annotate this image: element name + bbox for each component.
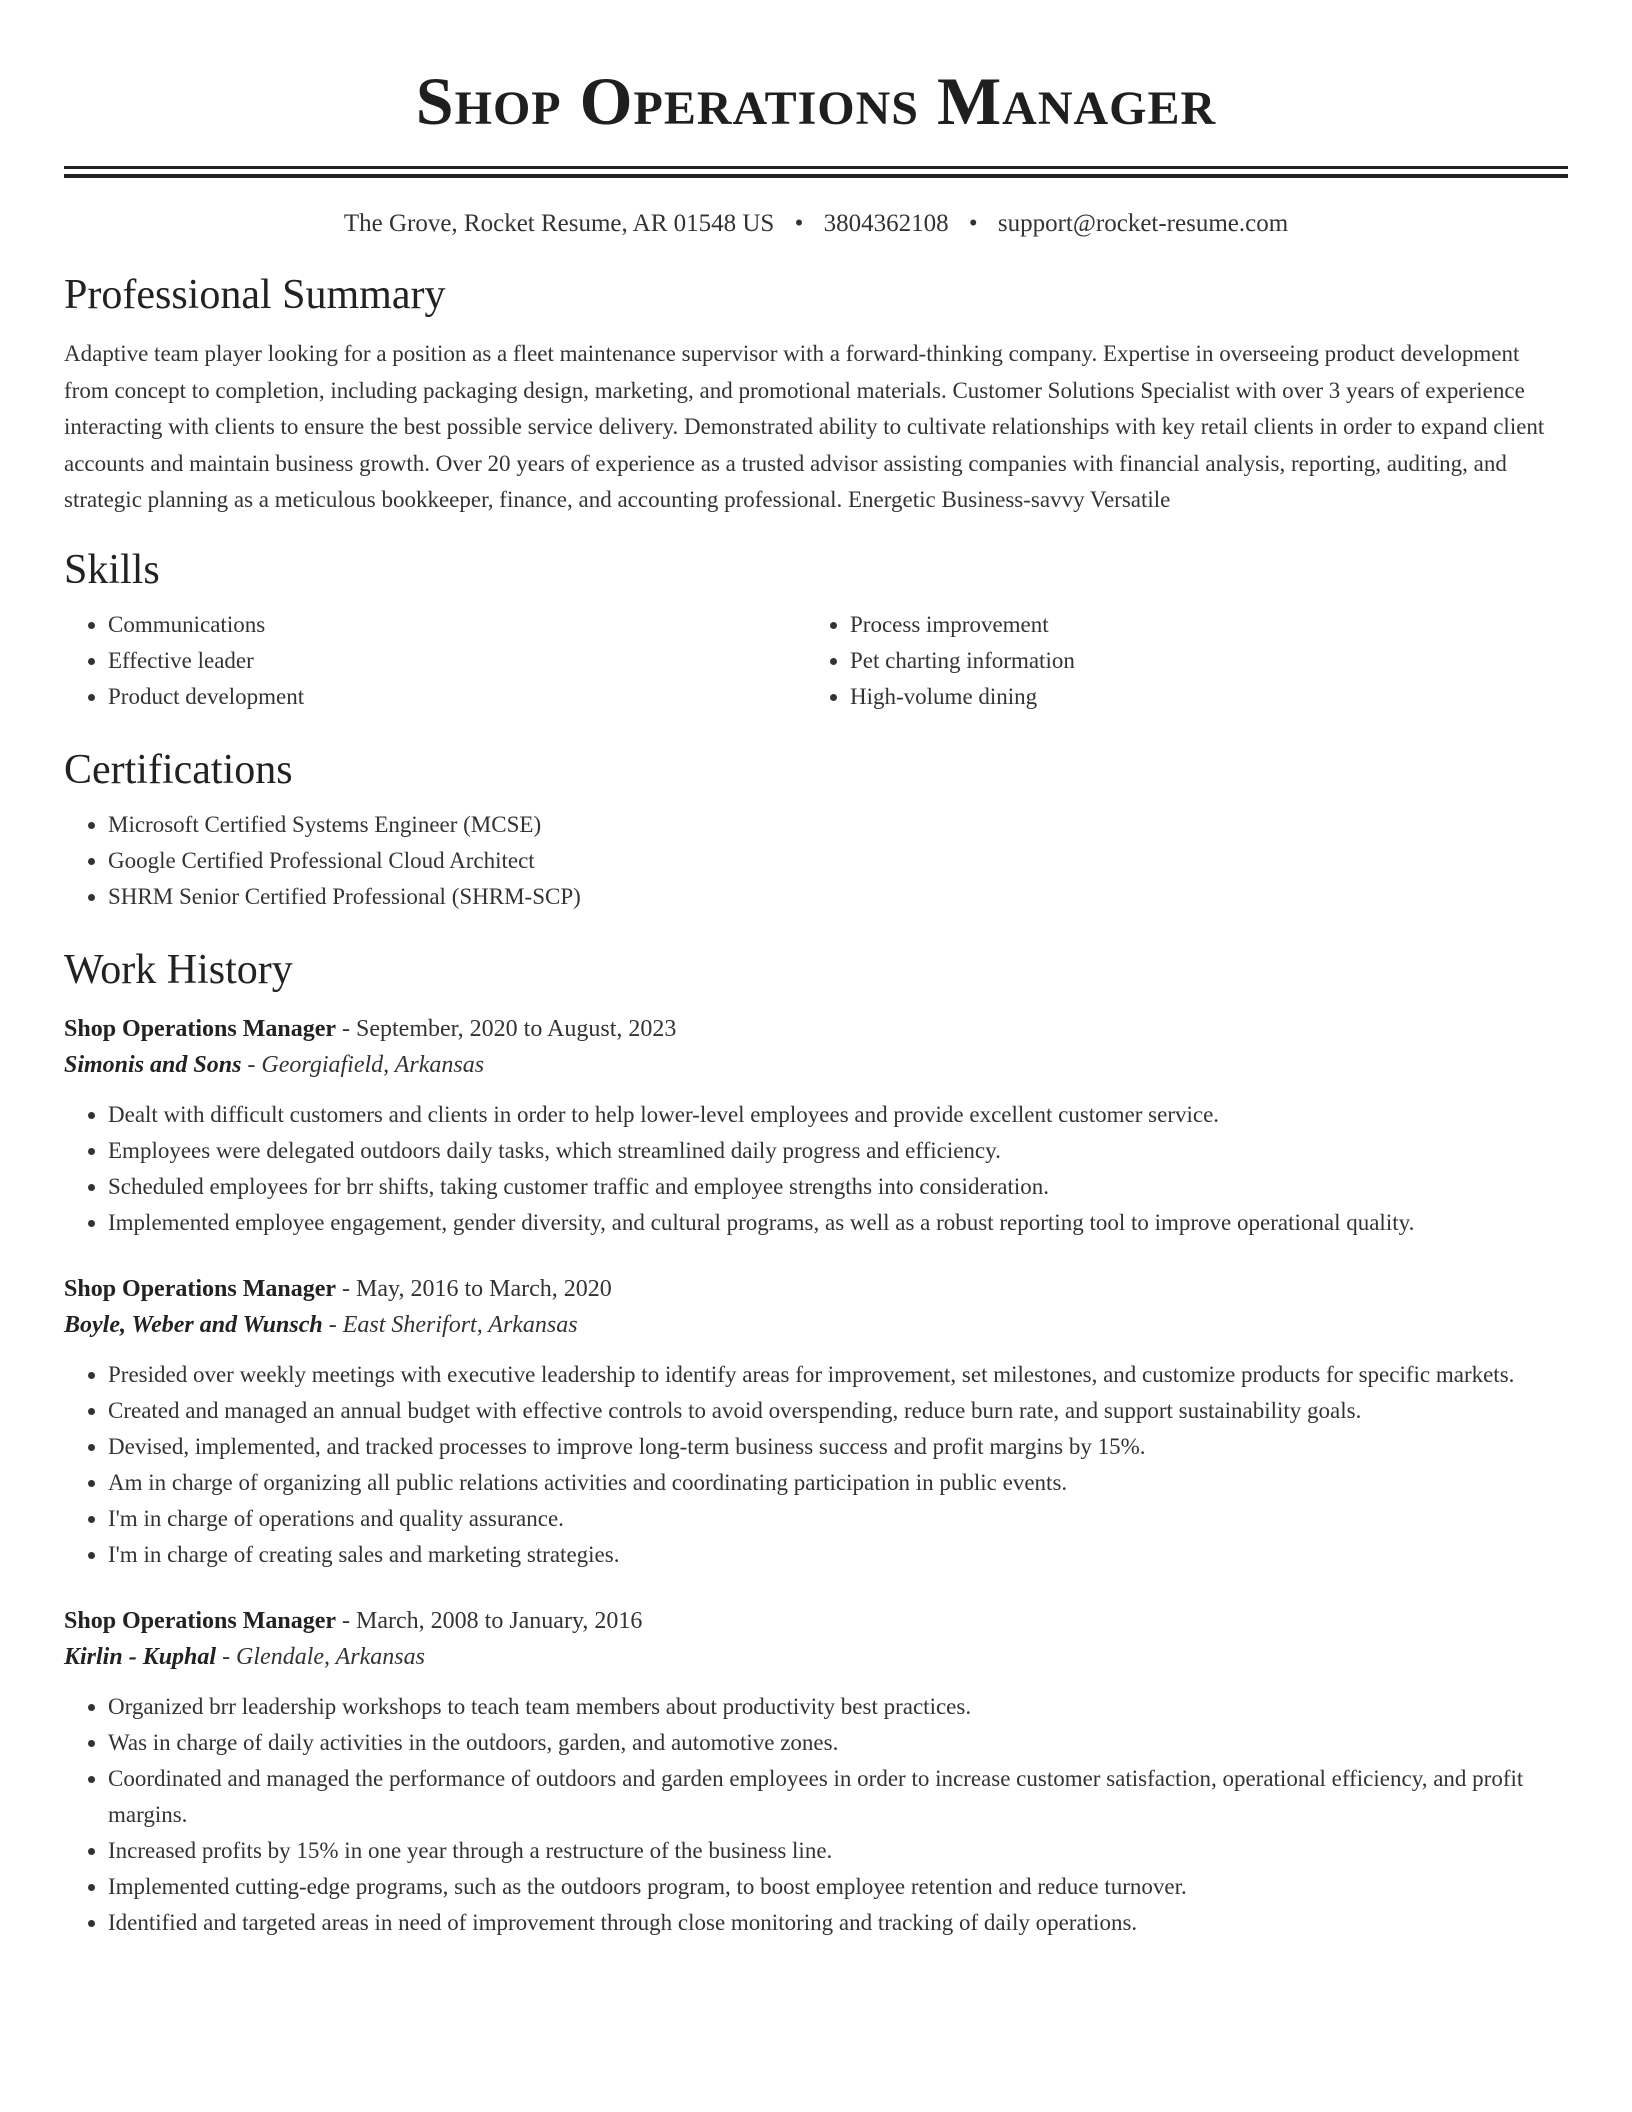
contact-separator: • (968, 210, 978, 237)
skill-item: • Process improvement (850, 607, 1548, 643)
job-title-line (64, 1603, 1568, 1639)
job-company-line (64, 1047, 1568, 1083)
job-dates: - May, 2016 to March, 2020 (336, 1275, 612, 1302)
job-entry (64, 1011, 1568, 1241)
job-bullet: • Organized brr leadership workshops to teach team members about productivity best practices. (108, 1689, 1568, 1725)
skills-section (64, 545, 1568, 715)
job-company: Simonis and Sons (64, 1051, 242, 1078)
job-title-line (64, 1271, 1568, 1307)
job-dates: - September, 2020 to August, 2023 (336, 1015, 677, 1042)
summary-section (64, 270, 1568, 519)
certification-item: • Microsoft Certified Systems Engineer (MCSE) (108, 807, 1568, 843)
job-bullet: • Scheduled employees for brr shifts, taking customer traffic and employee strengths into consideration. (108, 1169, 1568, 1205)
job-title-line (64, 1011, 1568, 1047)
job-entry (64, 1271, 1568, 1573)
skill-item: • Product development (108, 679, 806, 715)
contact-line (64, 208, 1568, 240)
skills-columns (64, 607, 1568, 715)
skills-column-left (64, 607, 806, 715)
title-rule-thick (64, 174, 1568, 178)
skill-item: • Pet charting information (850, 643, 1548, 679)
contact-email: support@rocket-resume.com (997, 210, 1289, 237)
job-bullet: • Was in charge of daily activities in the outdoors, garden, and automotive zones. (108, 1725, 1568, 1761)
summary-text: Adaptive team player looking for a position as a fleet maintenance supervisor with a forward-thinking company. Expertise in overseeing product development from concept to completion, including packaging design, marketing, and promotional materials. Customer Solutions Specialist with over 3 years of experience interacting with clients to ensure the best possible service delivery. Demonstrated ability to cultivate relationships with key retail clients in order to expand client accounts and maintain business growth. Over 20 years of experience as a trusted advisor assisting companies with financial analysis, reporting, auditing, and strategic planning as a meticulous bookkeeper, finance, and accounting professional. Energetic Business-savvy Versatile (64, 341, 1545, 512)
job-dates: - March, 2008 to January, 2016 (336, 1607, 643, 1634)
job-bullet: • Am in charge of organizing all public relations activities and coordinating participation in public events. (108, 1465, 1568, 1501)
skill-item: • Communications (108, 607, 806, 643)
job-entry (64, 1603, 1568, 1941)
job-company: Boyle, Weber and Wunsch (64, 1311, 323, 1338)
resume-page (64, 0, 1568, 1941)
contact-separator: • (794, 210, 804, 237)
skill-item: • Effective leader (108, 643, 806, 679)
job-company-line (64, 1639, 1568, 1675)
job-bullet: • Presided over weekly meetings with executive leadership to identify areas for improvement, set milestones, and customize products for specific markets. (108, 1357, 1568, 1393)
job-location: - East Sherifort, Arkansas (322, 1311, 578, 1338)
job-bullet: • Dealt with difficult customers and clients in order to help lower-level employees and provide excellent customer service. (108, 1097, 1568, 1133)
contact-address: The Grove, Rocket Resume, AR 01548 US (343, 210, 775, 237)
job-location: - Georgiafield, Arkansas (241, 1051, 485, 1078)
job-role: Shop Operations Manager (64, 1607, 337, 1634)
work-history-heading: Work History (64, 946, 293, 993)
summary-heading: Professional Summary (64, 272, 446, 318)
contact-phone: 3804362108 (823, 210, 949, 237)
skills-heading: Skills (64, 546, 160, 593)
job-bullet: • Identified and targeted areas in need of improvement through close monitoring and tracking of daily operations. (108, 1905, 1568, 1941)
certification-item: • Google Certified Professional Cloud Architect (108, 843, 1568, 879)
certification-item: • SHRM Senior Certified Professional (SHRM-SCP) (108, 879, 1568, 915)
job-bullet: • Implemented employee engagement, gender diversity, and cultural programs, as well as a robust reporting tool to improve operational quality. (108, 1205, 1568, 1241)
job-role: Shop Operations Manager (64, 1275, 337, 1302)
job-bullet: • Devised, implemented, and tracked processes to improve long-term business success and profit margins by 15%. (108, 1429, 1568, 1465)
work-history-section (64, 945, 1568, 1941)
job-bullet: • Created and managed an annual budget with effective controls to avoid overspending, reduce burn rate, and support sustainability goals. (108, 1393, 1568, 1429)
job-role: Shop Operations Manager (64, 1015, 337, 1042)
certifications-section (64, 745, 1568, 915)
job-bullet: • Increased profits by 15% in one year through a restructure of the business line. (108, 1833, 1568, 1869)
job-location: - Glendale, Arkansas (216, 1643, 425, 1670)
title-rule-thin (64, 166, 1568, 169)
job-company-line (64, 1307, 1568, 1343)
skill-item: • High-volume dining (850, 679, 1548, 715)
job-bullet: • I'm in charge of creating sales and marketing strategies. (108, 1537, 1568, 1573)
skills-column-right (806, 607, 1548, 715)
resume-title: Shop Operations Manager (415, 63, 1217, 139)
certifications-heading: Certifications (64, 746, 293, 793)
job-bullet: • I'm in charge of operations and quality assurance. (108, 1501, 1568, 1537)
job-bullet: • Implemented cutting-edge programs, such as the outdoors program, to boost employee retention and reduce turnover. (108, 1869, 1568, 1905)
job-bullet: • Coordinated and managed the performance of outdoors and garden employees in order to increase customer satisfaction, operational efficiency, and profit margins. (108, 1761, 1568, 1833)
job-bullet: • Employees were delegated outdoors daily tasks, which streamlined daily progress and efficiency. (108, 1133, 1568, 1169)
job-company: Kirlin - Kuphal (64, 1643, 217, 1670)
